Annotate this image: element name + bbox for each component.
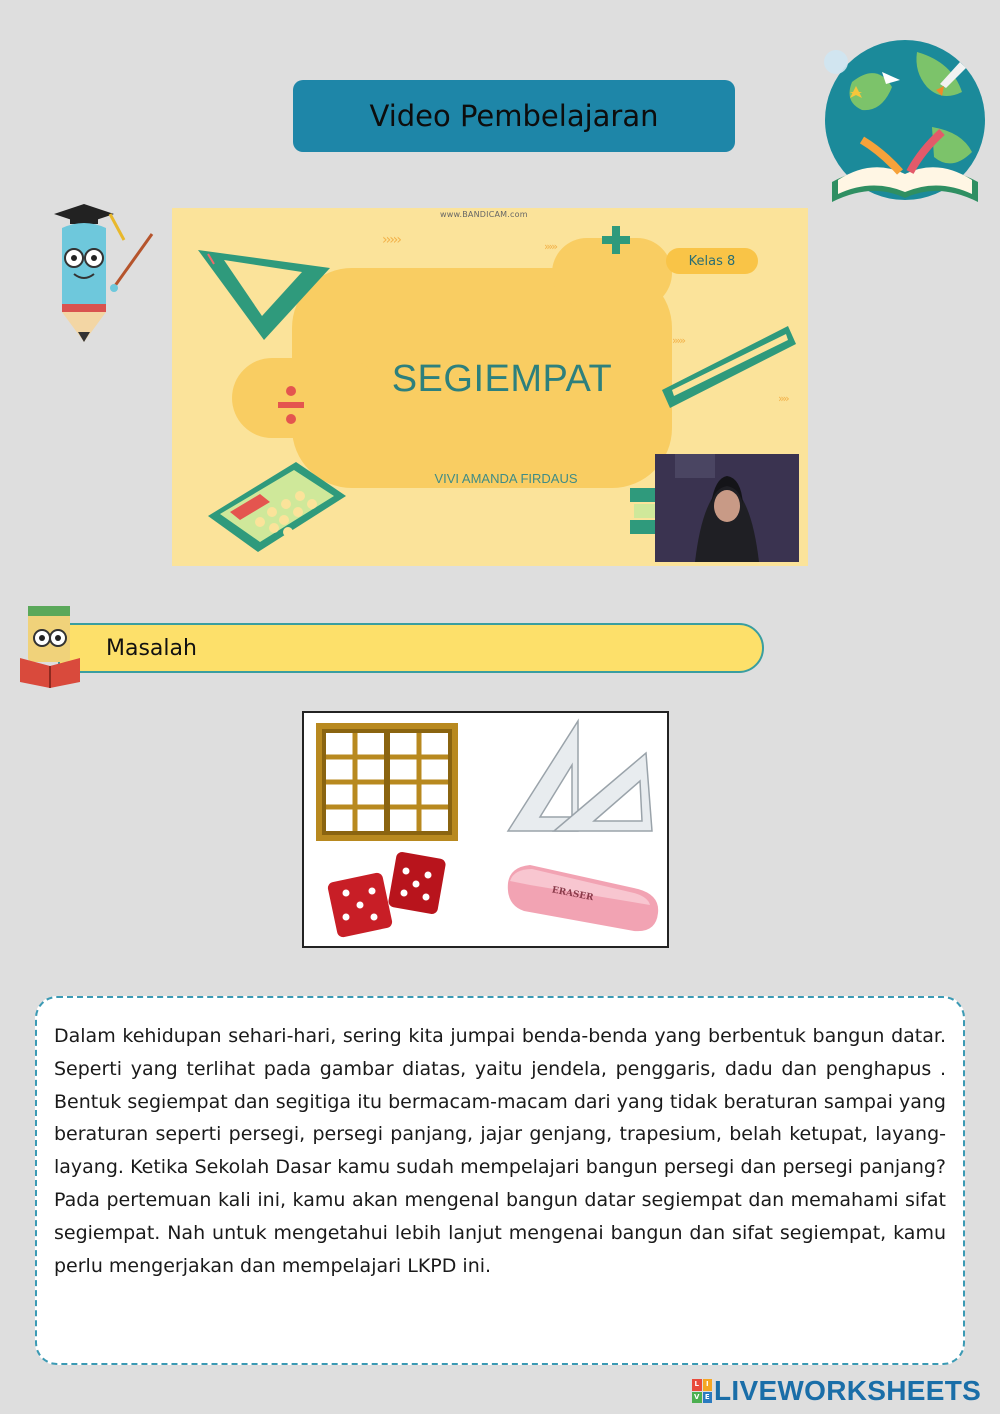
video-title: SEGIEMPAT (391, 358, 613, 400)
window-frame-icon (316, 723, 458, 841)
section-banner (58, 623, 764, 673)
dice-icon (327, 851, 447, 938)
chevron-decoration-icon: ››››› (672, 334, 684, 347)
video-author: VIVI AMANDA FIRDAUS (434, 471, 578, 486)
grade-badge: Kelas 8 (666, 248, 758, 274)
plus-icon (602, 226, 630, 254)
triangle-ruler-icon (194, 244, 334, 344)
chevron-decoration-icon: ›››› (778, 392, 788, 405)
liveworksheets-logo[interactable] (692, 1376, 981, 1406)
webcam-presenter (655, 454, 799, 562)
pencil-mascot-illustration (40, 200, 160, 350)
video-watermark: www.BANDICAM.com (440, 210, 528, 219)
problem-description-text: Dalam kehidupan sehari-hari, sering kita jumpai benda-benda yang berbentuk bangun datar. Seperti yang terlihat pada gambar diatas, yaitu jendela, penggaris, dadu dan penghapus . Bentuk segiempat dan segitiga itu bermacam-macam dari yang tidak beraturan sampai yang beraturan seperti persegi, persegi panjang, jajar genjang, trapesium, belah ketupat, layang-layang. Ketika Sekolah Dasar kamu sudah mempelajari bangun persegi dan persegi panjang? Pada pertemuan kali ini, kamu akan mengenal bangun datar segiempat dan memahami sifat segiempat. Nah untuk mengetahui lebih lanjut mengenai bangun dan sifat segiempat, kamu perlu mengerjakan dan mempelajari LKPD ini. (54, 1025, 946, 1277)
video-player[interactable] (172, 208, 808, 566)
section-label: Masalah (106, 635, 197, 661)
brand-name: LIVEWORKSHEETS (714, 1375, 982, 1406)
svg-text:ERASER: ERASER (550, 885, 595, 904)
page-title: Video Pembelajaran (369, 99, 659, 133)
chevron-decoration-icon: ››››› (544, 240, 556, 253)
problem-image (302, 711, 669, 948)
problem-description-box (35, 996, 965, 1365)
title-bar (293, 80, 735, 152)
chevron-decoration-icon: ››››› (382, 232, 400, 248)
set-squares-icon (508, 721, 652, 831)
globe-book-illustration (822, 32, 988, 212)
eraser-icon (508, 865, 658, 931)
liveworksheets-badge-icon: L I V E (692, 1379, 712, 1403)
reading-book-mascot-illustration (14, 600, 88, 688)
divide-icon (278, 386, 304, 426)
